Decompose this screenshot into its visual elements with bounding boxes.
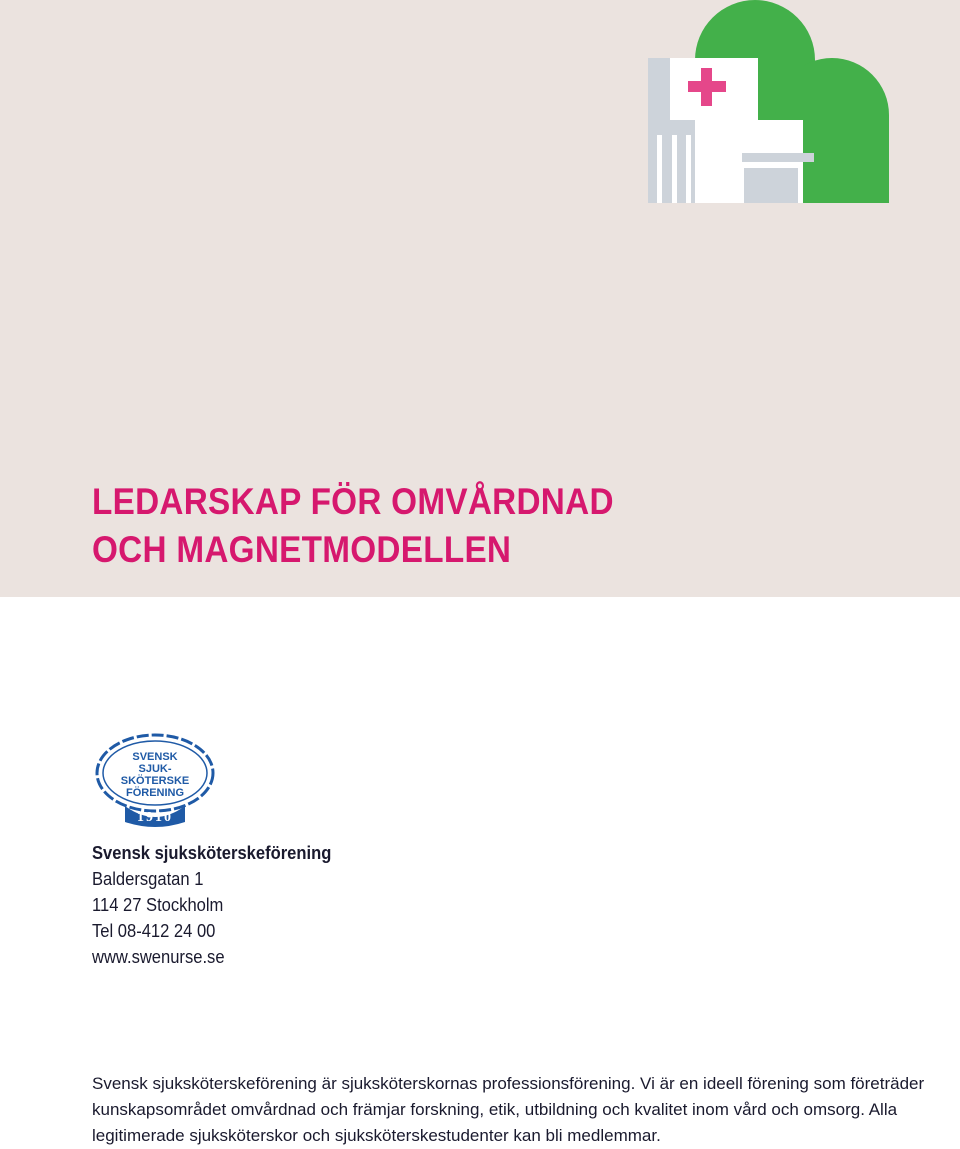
website-link[interactable]: www.swenurse.se [92, 947, 225, 967]
logo-line-2: SJUK- [138, 763, 172, 775]
logo-line-4: FÖRENING [125, 787, 185, 799]
building-canopy [742, 153, 814, 162]
contact-block [92, 840, 331, 970]
street-address: Baldersgatan 1 [92, 869, 204, 889]
title-line-1: LEDARSKAP FÖR OMVÅRDNAD [92, 481, 614, 522]
document-title [92, 478, 614, 574]
association-chain-logo-icon [88, 728, 222, 828]
building-door [744, 168, 798, 203]
hospital-illustration-icon [640, 0, 900, 210]
phone-number: Tel 08-412 24 00 [92, 921, 216, 941]
title-line-2: OCH MAGNETMODELLEN [92, 529, 512, 570]
organization-name: Svensk sjuksköterskeförening [92, 843, 332, 863]
logo-line-3: SKÖTERSKE [120, 775, 190, 787]
postal-address: 114 27 Stockholm [92, 895, 224, 915]
about-paragraph [92, 1071, 932, 1149]
about-text: Svensk sjuksköterskeförening är sjuksköterskornas professionsförening. Vi är en ideell förening som företräder kunskapsområdet omvårdnad och främjar forskning, etik, utbildning och kvalitet inom vård och omsorg. Alla legitimerade sjuksköterskor och sjuksköterskestudenter kan bli medlemmar. [92, 1074, 925, 1145]
logo-year: 1910 [137, 810, 173, 825]
logo-line-1: SVENSK [132, 751, 178, 763]
